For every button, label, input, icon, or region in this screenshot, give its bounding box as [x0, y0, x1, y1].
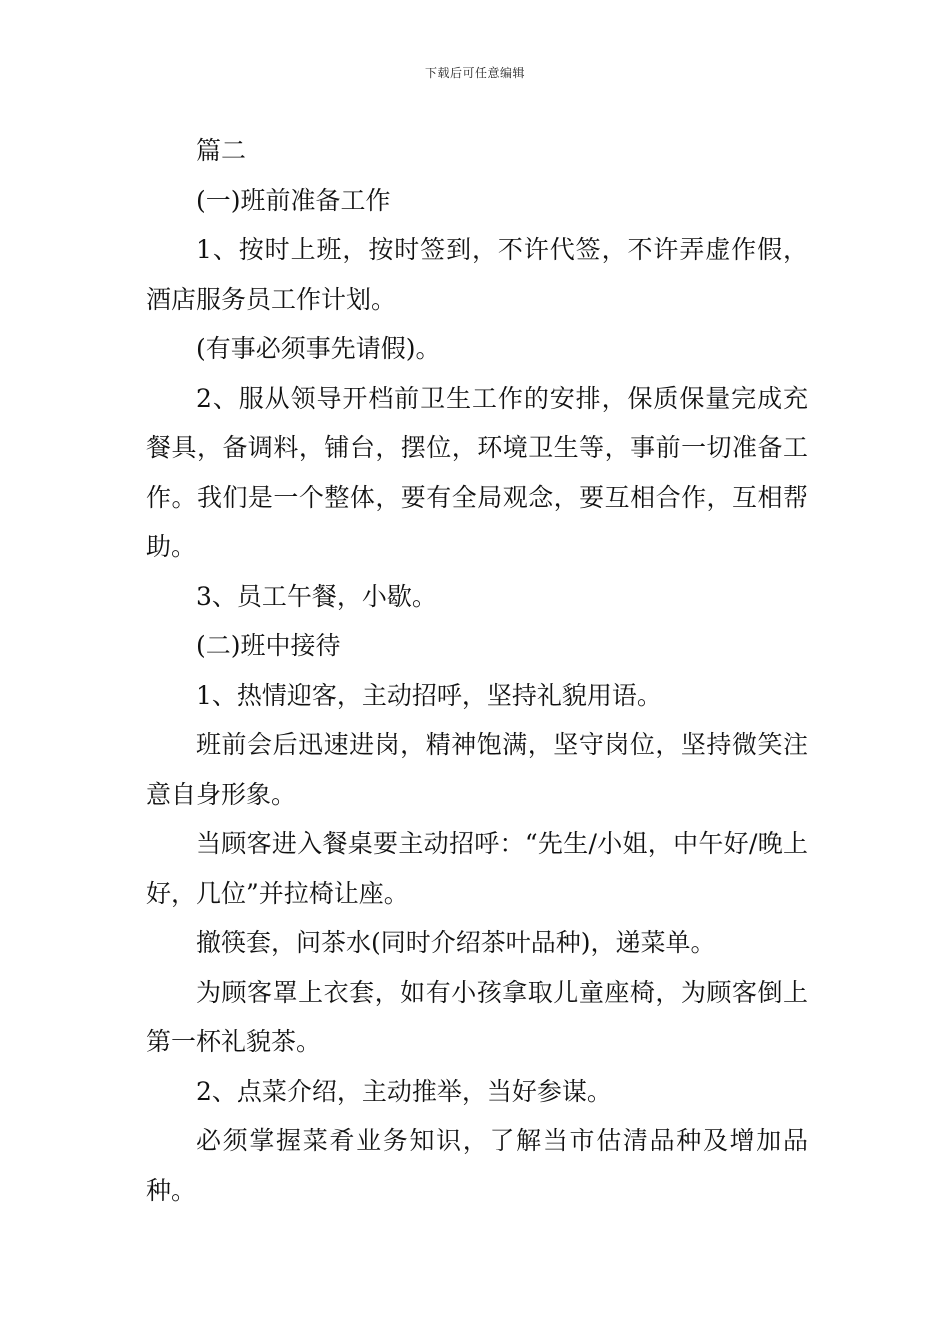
section-title: 篇二	[196, 136, 247, 165]
subsection-heading-during-shift: (二)班中接待	[196, 631, 341, 660]
document-body	[146, 126, 808, 1215]
paragraph-menu: 撤筷套，问茶水(同时介绍茶叶品种)，递菜单。	[196, 928, 716, 957]
paragraph-item-1: 1、按时上班，按时签到，不许代签，不许弄虚作假，酒店服务员工作计划。	[146, 235, 808, 314]
paragraph-leave-note: (有事必须事先请假)。	[196, 334, 441, 363]
paragraph-item-3: 3、员工午餐，小歇。	[196, 581, 437, 611]
paragraph-item-2: 2、服从领导开档前卫生工作的安排，保质保量完成充餐具，备调料，铺台，摆位，环境卫生等，事前一切准备工作。我们是一个整体，要有全局观念，要互相合作，互相帮助。	[146, 383, 808, 561]
paragraph-tea: 为顾客罩上衣套，如有小孩拿取儿童座椅，为顾客倒上第一杯礼貌茶。	[146, 977, 808, 1056]
paragraph-knowledge: 必须掌握菜肴业务知识，了解当市估清品种及增加品种。	[146, 1126, 808, 1205]
page-header-note: 下载后可任意编辑	[424, 66, 525, 80]
paragraph-greeting: 1、热情迎客，主动招呼，坚持礼貌用语。	[196, 680, 662, 710]
paragraph-seating: 当顾客进入餐桌要主动招呼：“先生/小姐，中午好/晚上好，几位”并拉椅让座。	[146, 829, 808, 908]
subsection-heading-before-shift: (一)班前准备工作	[196, 185, 391, 215]
paragraph-ordering: 2、点菜介绍，主动推举，当好参谋。	[196, 1076, 612, 1106]
paragraph-posture: 班前会后迅速进岗，精神饱满，坚守岗位，坚持微笑注意自身形象。	[146, 730, 808, 809]
